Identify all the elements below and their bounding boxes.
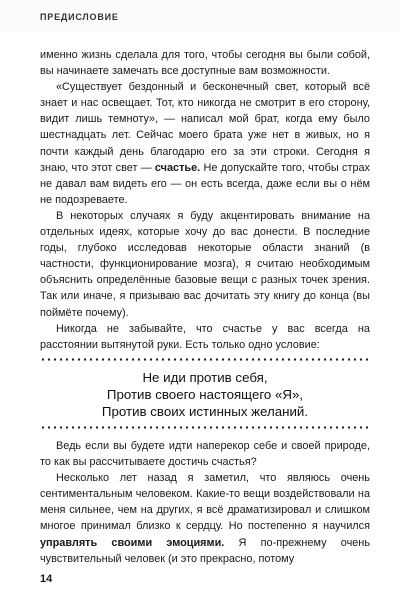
epigraph-block [40,358,370,429]
page-number: 14 [40,573,53,585]
paragraph-6-text-b: Я по-прежнему очень чувствительный человек (и это прекрасно, потому [40,536,370,565]
paragraph-2-bold: счастье. [154,161,201,174]
paragraph-6-text-a: Несколько лет назад я заметил, что являюсь очень сентиментальным человеком. Какие-то вещи воздействовали на меня сильнее, чем на других, я всё драматизировал и слишком многое принимал близко к сердцу. Но постепенно я научился [40,472,370,533]
epigraph-quote [40,369,370,420]
quote-line-2: Против своего настоящего «Я», [106,387,304,402]
paragraph-6-bold: управлять своими эмоциями. [40,536,225,549]
paragraph-3: В некоторых случаях я буду акцентировать внимание на отдельных идеях, которые хочу до вас донести. В последние годы, глубоко исследовав некоторые области знаний (в частности, функционирование мозга), я считаю необходимым объяснить определённые базовые вещи с разных точек зрения. Так или иначе, я призываю вас дочитать эту книгу до конца (вы поймёте почему). [40,209,370,319]
quote-line-3: Против своих истинных желаний. [101,404,309,419]
paragraph-2-text-b: Не допускайте того, чтобы страх не давал вам видеть его — он есть всегда, даже если вы о нём не подозреваете. [40,161,371,206]
paragraph-4: Никогда не забывайте, что счастье у вас всегда на расстоянии вытянутой руки. Есть только одно условие: [40,322,370,351]
paragraph-2-text-a: «Существует бездонный и бесконечный свет, который всё знает и нас освещает. Тот, кто никогда не смотрит в его сторону, видит лишь темноту», — написал мой брат, когда ему было шестнадцать лет. Сейчас моего брата уже нет в живых, но я почти каждый день благодарю его за эти строки. Сегодня я знаю, что этот свет — [40,81,370,174]
dotted-divider-bottom [40,426,370,429]
paragraph-6 [40,470,370,567]
paragraph-1: именно жизнь сделала для того, чтобы сегодня вы были собой, вы начинаете замечать все доступные вам возможности. [40,49,370,78]
quote-line-1: Не иди против себя, [142,370,268,385]
paragraph-5: Ведь если вы будете идти наперекор себе и своей природе, то как вы рассчитываете достичь счастья? [40,440,370,469]
running-header: ПРЕДИСЛОВИЕ [40,12,119,22]
paragraph-2 [40,79,370,208]
dotted-divider-top [40,358,370,361]
body-text-upper [40,47,370,353]
body-text-lower [40,438,370,567]
